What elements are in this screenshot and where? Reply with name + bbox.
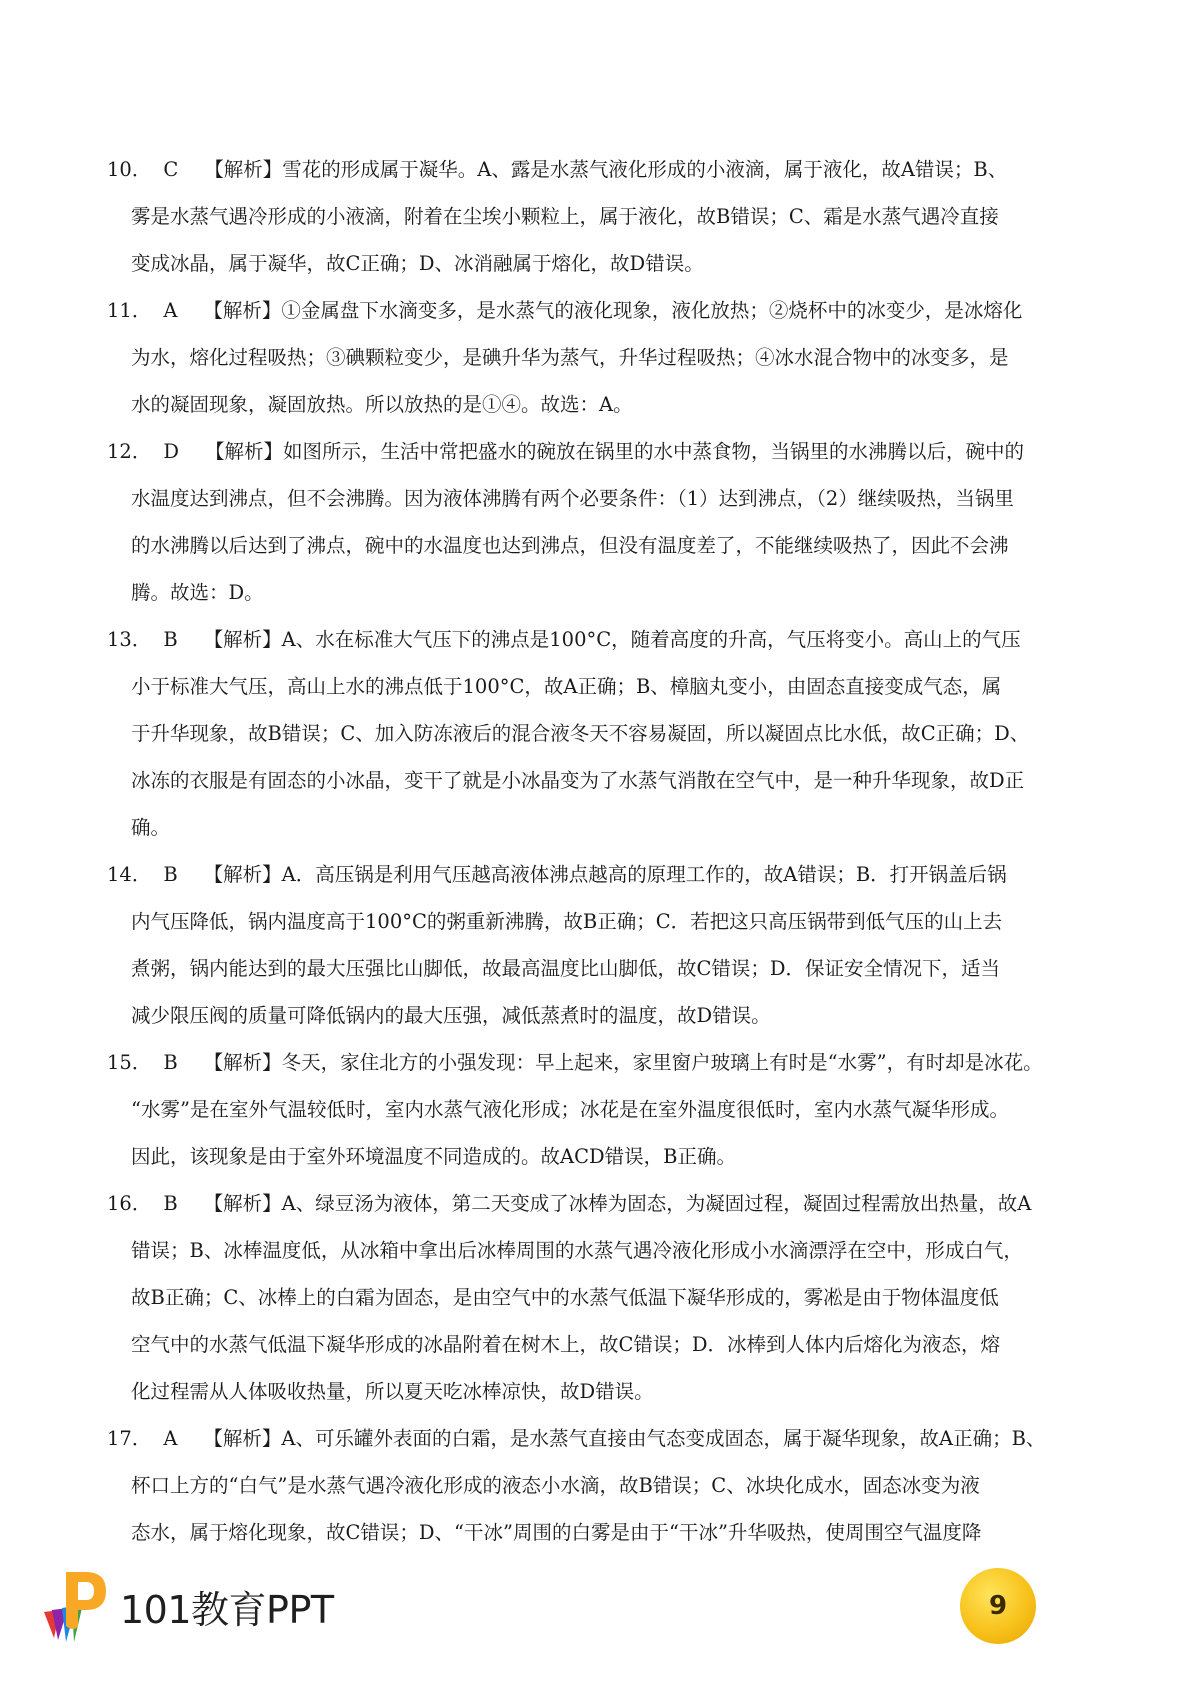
answer-choice: D: [163, 440, 179, 463]
explanation-continuation-line: [107, 1133, 1097, 1180]
brand-logo-icon: [40, 1566, 112, 1646]
explanation-continuation-line: [107, 334, 1097, 381]
explanation-continuation-line: [107, 1227, 1097, 1274]
explanation-continuation-line: [107, 757, 1097, 804]
answer-choice: C: [163, 158, 179, 181]
explanation-continuation-line: [107, 1509, 1097, 1556]
page-number: 9: [988, 1591, 1008, 1621]
explanation-continuation-line: [107, 1462, 1097, 1509]
question-number: 12．: [107, 440, 152, 463]
explanation-text: 【解析】A．高压锅是利用气压越高液体沸点越高的原理工作的，故A错误；B．打开锅盖后锅: [203, 863, 1007, 886]
explanation-continuation-line: [107, 1086, 1097, 1133]
explanation-text: 煮粥，锅内能达到的最大压强比山脚低，故最高温度比山脚低，故C错误；D．保证安全情况下，适当: [131, 957, 1001, 980]
question-explanation-line: [107, 1180, 1097, 1227]
question-number: 16．: [107, 1192, 152, 1215]
explanation-continuation-line: [107, 710, 1097, 757]
explanation-continuation-line: [107, 804, 1097, 851]
explanation-continuation-line: [107, 992, 1097, 1039]
question-number: 11．: [107, 299, 152, 322]
explanation-text: 的水沸腾以后达到了沸点，碗中的水温度也达到沸点，但没有温度差了，不能继续吸热了，因此不会沸: [131, 534, 1009, 557]
explanation-continuation-line: [107, 1321, 1097, 1368]
explanation-text: 为水，熔化过程吸热；③碘颗粒变少，是碘升华为蒸气，升华过程吸热；④冰水混合物中的冰变多，是: [131, 346, 1009, 369]
question-explanation-line: [107, 616, 1097, 663]
question-number: 17．: [107, 1427, 152, 1450]
answer-choice: A: [163, 299, 178, 322]
question-explanation-line: [107, 1415, 1097, 1462]
explanation-text: 因此，该现象是由于室外环境温度不同造成的。故ACD错误，B正确。: [131, 1145, 736, 1168]
question-explanation-line: [107, 287, 1097, 334]
question-explanation-line: [107, 851, 1097, 898]
explanation-text: 【解析】①金属盘下水滴变多，是水蒸气的液化现象，液化放热；②烧杯中的冰变少，是冰熔化: [203, 299, 1023, 322]
explanation-text: 【解析】雪花的形成属于凝华。A、露是水蒸气液化形成的小液滴，属于液化，故A错误；B、: [204, 158, 1008, 181]
brand-logo: [40, 1566, 334, 1646]
explanation-text: 小于标准大气压，高山上水的沸点低于100°C，故A正确；B、樟脑丸变小，由固态直接变成气态，属: [131, 675, 1002, 698]
explanation-continuation-line: [107, 381, 1097, 428]
question-number: 15．: [107, 1051, 152, 1074]
answer-choice: B: [163, 628, 178, 651]
explanation-continuation-line: [107, 193, 1097, 240]
explanation-text: 【解析】A、可乐罐外表面的白霜，是水蒸气直接由气态变成固态，属于凝华现象，故A正确；B、: [203, 1427, 1046, 1450]
question-explanation-line: [107, 146, 1097, 193]
explanation-text: 水温度达到沸点，但不会沸腾。因为液体沸腾有两个必要条件：（1）达到沸点，（2）继续吸热，当锅里: [131, 487, 1014, 510]
explanation-text: 【解析】A、水在标准大气压下的沸点是100°C，随着高度的升高，气压将变小。高山上的气压: [203, 628, 1021, 651]
explanation-text: 于升华现象，故B错误；C、加入防冻液后的混合液冬天不容易凝固，所以凝固点比水低，故C正确；D、: [131, 722, 1030, 745]
explanation-text: 腾。故选：D。: [131, 581, 264, 604]
answer-choice: B: [163, 863, 178, 886]
explanation-text: 减少限压阀的质量可降低锅内的最大压强，减低蒸煮时的温度，故D错误。: [131, 1004, 771, 1027]
brand-name: 101教育PPT: [120, 1587, 334, 1632]
explanation-continuation-line: [107, 522, 1097, 569]
explanation-text: 水的凝固现象，凝固放热。所以放热的是①④。故选：A。: [131, 393, 633, 416]
explanation-text: 化过程需从人体吸收热量，所以夏天吃冰棒凉快，故D错误。: [131, 1380, 654, 1403]
answer-explanations: [107, 146, 1097, 1556]
explanation-text: 态水，属于熔化现象，故C错误；D、“干冰”周围的白雾是由于“干冰”升华吸热，使周围空气温度降: [131, 1521, 982, 1544]
answer-choice: B: [163, 1192, 178, 1215]
explanation-continuation-line: [107, 240, 1097, 287]
explanation-text: 【解析】如图所示，生活中常把盛水的碗放在锅里的水中蒸食物，当锅里的水沸腾以后，碗中的: [204, 440, 1024, 463]
explanation-continuation-line: [107, 475, 1097, 522]
explanation-continuation-line: [107, 1368, 1097, 1415]
question-explanation-line: [107, 1039, 1097, 1086]
explanation-text: 【解析】A、绿豆汤为液体，第二天变成了冰棒为固态，为凝固过程，凝固过程需放出热量，故A: [203, 1192, 1032, 1215]
explanation-continuation-line: [107, 898, 1097, 945]
explanation-text: 雾是水蒸气遇冷形成的小液滴，附着在尘埃小颗粒上，属于液化，故B错误；C、霜是水蒸气遇冷直接: [131, 205, 999, 228]
page-number-badge: [960, 1568, 1036, 1644]
explanation-continuation-line: [107, 945, 1097, 992]
explanation-continuation-line: [107, 663, 1097, 710]
answer-choice: A: [163, 1427, 178, 1450]
explanation-continuation-line: [107, 569, 1097, 616]
answer-choice: B: [163, 1051, 178, 1074]
explanation-text: 内气压降低，锅内温度高于100°C的粥重新沸腾，故B正确；C．若把这只高压锅带到低气压的山上去: [131, 910, 1003, 933]
explanation-text: 变成冰晶，属于凝华，故C正确；D、冰消融属于熔化，故D错误。: [131, 252, 704, 275]
explanation-text: 错误；B、冰棒温度低，从冰箱中拿出后冰棒周围的水蒸气遇冷液化形成小水滴漂浮在空中，形成白气，: [131, 1239, 1023, 1262]
explanation-text: 空气中的水蒸气低温下凝华形成的冰晶附着在树木上，故C错误；D．冰棒到人体内后熔化为液态，熔: [131, 1333, 1001, 1356]
question-explanation-line: [107, 428, 1097, 475]
explanation-text: 杯口上方的“白气”是水蒸气遇冷液化形成的液态小水滴，故B错误；C、冰块化成水，固态冰变为液: [131, 1474, 980, 1497]
explanation-text: 冰冻的衣服是有固态的小冰晶，变干了就是小冰晶变为了水蒸气消散在空气中，是一种升华现象，故D正: [131, 769, 1025, 792]
explanation-text: 确。: [131, 816, 171, 839]
explanation-text: 【解析】冬天，家住北方的小强发现：早上起来，家里窗户玻璃上有时是“水雾”，有时却是冰花。: [203, 1051, 1043, 1074]
question-number: 14．: [107, 863, 152, 886]
explanation-continuation-line: [107, 1274, 1097, 1321]
explanation-text: 故B正确；C、冰棒上的白霜为固态，是由空气中的水蒸气低温下凝华形成的，雾凇是由于物体温度低: [131, 1286, 999, 1309]
question-number: 10．: [107, 158, 152, 181]
explanation-text: “水雾”是在室外气温较低时，室内水蒸气液化形成；冰花是在室外温度很低时，室内水蒸气凝华形成。: [131, 1098, 1009, 1121]
question-number: 13．: [107, 628, 152, 651]
